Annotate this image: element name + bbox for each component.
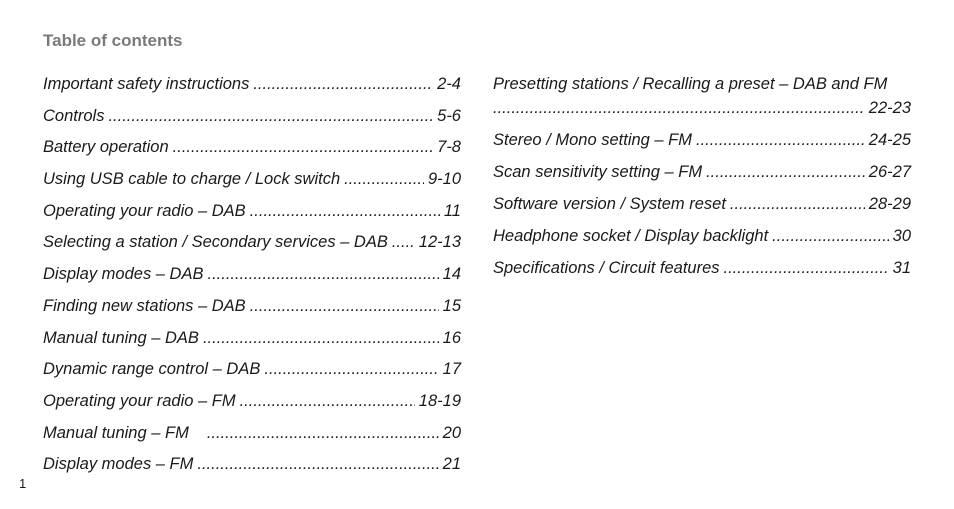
toc-heading: Table of contents [43, 31, 183, 50]
dot-leader [250, 294, 439, 318]
dot-leader [203, 326, 439, 350]
dot-leader [108, 104, 433, 128]
toc-entry[interactable] [43, 389, 461, 421]
toc-entry-title: Finding new stations – DAB [43, 296, 246, 315]
toc-entry-pages: 14 [442, 265, 461, 284]
toc-entry-pages: 21 [442, 455, 461, 474]
toc-entry-title: Important safety instructions [43, 75, 250, 93]
toc-entry[interactable] [43, 167, 461, 199]
toc-entry-title: Headphone socket / Display backlight [493, 227, 769, 245]
toc-entry[interactable] [43, 421, 461, 453]
toc-entry-title: Scan sensitivity setting – FM [493, 163, 703, 181]
toc-entry-pages: 18-19 [418, 391, 461, 410]
toc-entry-title: Software version / System reset [493, 195, 726, 213]
dot-leader [207, 262, 438, 286]
toc-entry-title: Operating your radio – FM [43, 391, 236, 410]
dot-leader [344, 167, 424, 191]
toc-entry-pages: 2-4 [437, 75, 461, 93]
dot-leader [706, 160, 865, 184]
toc-entry-pages: 5-6 [437, 106, 461, 125]
toc-entry-title: Display modes – DAB [43, 265, 204, 284]
toc-right-column [493, 72, 911, 288]
toc-entry-title: Manual tuning – FM [43, 423, 189, 442]
dot-leader [253, 72, 433, 96]
dot-leader [493, 96, 863, 120]
toc-entry[interactable] [43, 357, 461, 389]
toc-entry-title: Manual tuning – DAB [43, 328, 199, 347]
toc-entry-title: Stereo / Mono setting – FM [493, 131, 693, 149]
toc-entry[interactable] [43, 72, 461, 104]
dot-leader [264, 357, 438, 381]
toc-entry[interactable] [43, 294, 461, 326]
toc-left-column [43, 72, 461, 484]
toc-entry-title: Specifications / Circuit features [493, 259, 720, 277]
toc-entry[interactable] [43, 199, 461, 231]
dot-leader [207, 421, 439, 445]
dot-leader [696, 128, 865, 152]
toc-entry-title: Battery operation [43, 138, 169, 157]
toc-entry[interactable] [43, 135, 461, 167]
toc-entry-pages: 22-23 [868, 99, 911, 117]
dot-leader [724, 256, 889, 280]
toc-entry-pages: 30 [892, 227, 911, 245]
dot-leader [173, 135, 433, 159]
toc-entry[interactable] [493, 72, 911, 128]
toc-entry-title: Controls [43, 106, 105, 125]
toc-entry-pages: 15 [442, 296, 461, 315]
toc-entry[interactable] [43, 326, 461, 358]
dot-leader [240, 389, 415, 413]
toc-entry-pages: 11 [443, 201, 461, 220]
toc-entry-pages: 24-25 [868, 131, 911, 149]
toc-entry-pages: 28-29 [868, 195, 911, 213]
dot-leader [197, 452, 438, 476]
toc-entry[interactable] [43, 452, 461, 484]
toc-entry-pages: 17 [442, 360, 461, 379]
toc-entry-title: Selecting a station / Secondary services – DAB [43, 233, 388, 252]
toc-entry-pages: 16 [442, 328, 461, 347]
toc-entry-title: Display modes – FM [43, 455, 194, 474]
toc-entry[interactable] [493, 256, 911, 288]
dot-leader [772, 224, 888, 248]
toc-entry-pages: 12-13 [418, 233, 461, 252]
dot-leader [250, 199, 440, 223]
dot-leader [730, 192, 865, 216]
toc-entry-pages: 26-27 [868, 163, 911, 181]
toc-entry[interactable] [493, 224, 911, 256]
toc-entry-pages: 7-8 [437, 138, 461, 157]
toc-entry-title: Operating your radio – DAB [43, 201, 246, 220]
toc-entry[interactable] [43, 230, 461, 262]
toc-entry-pages: 9-10 [427, 170, 461, 189]
toc-entry[interactable] [493, 160, 911, 192]
dot-leader [392, 230, 415, 254]
toc-entry-title: Using USB cable to charge / Lock switch [43, 170, 341, 189]
toc-entry[interactable] [493, 192, 911, 224]
toc-entry-pages: 20 [442, 423, 461, 442]
page-number: 1 [19, 476, 27, 491]
toc-entry[interactable] [43, 262, 461, 294]
toc-entry[interactable] [493, 128, 911, 160]
toc-entry[interactable] [43, 104, 461, 136]
toc-entry-pages: 31 [892, 259, 911, 277]
toc-entry-title: Presetting stations / Recalling a preset – DAB and FM [493, 75, 888, 93]
toc-entry-title: Dynamic range control – DAB [43, 360, 261, 379]
